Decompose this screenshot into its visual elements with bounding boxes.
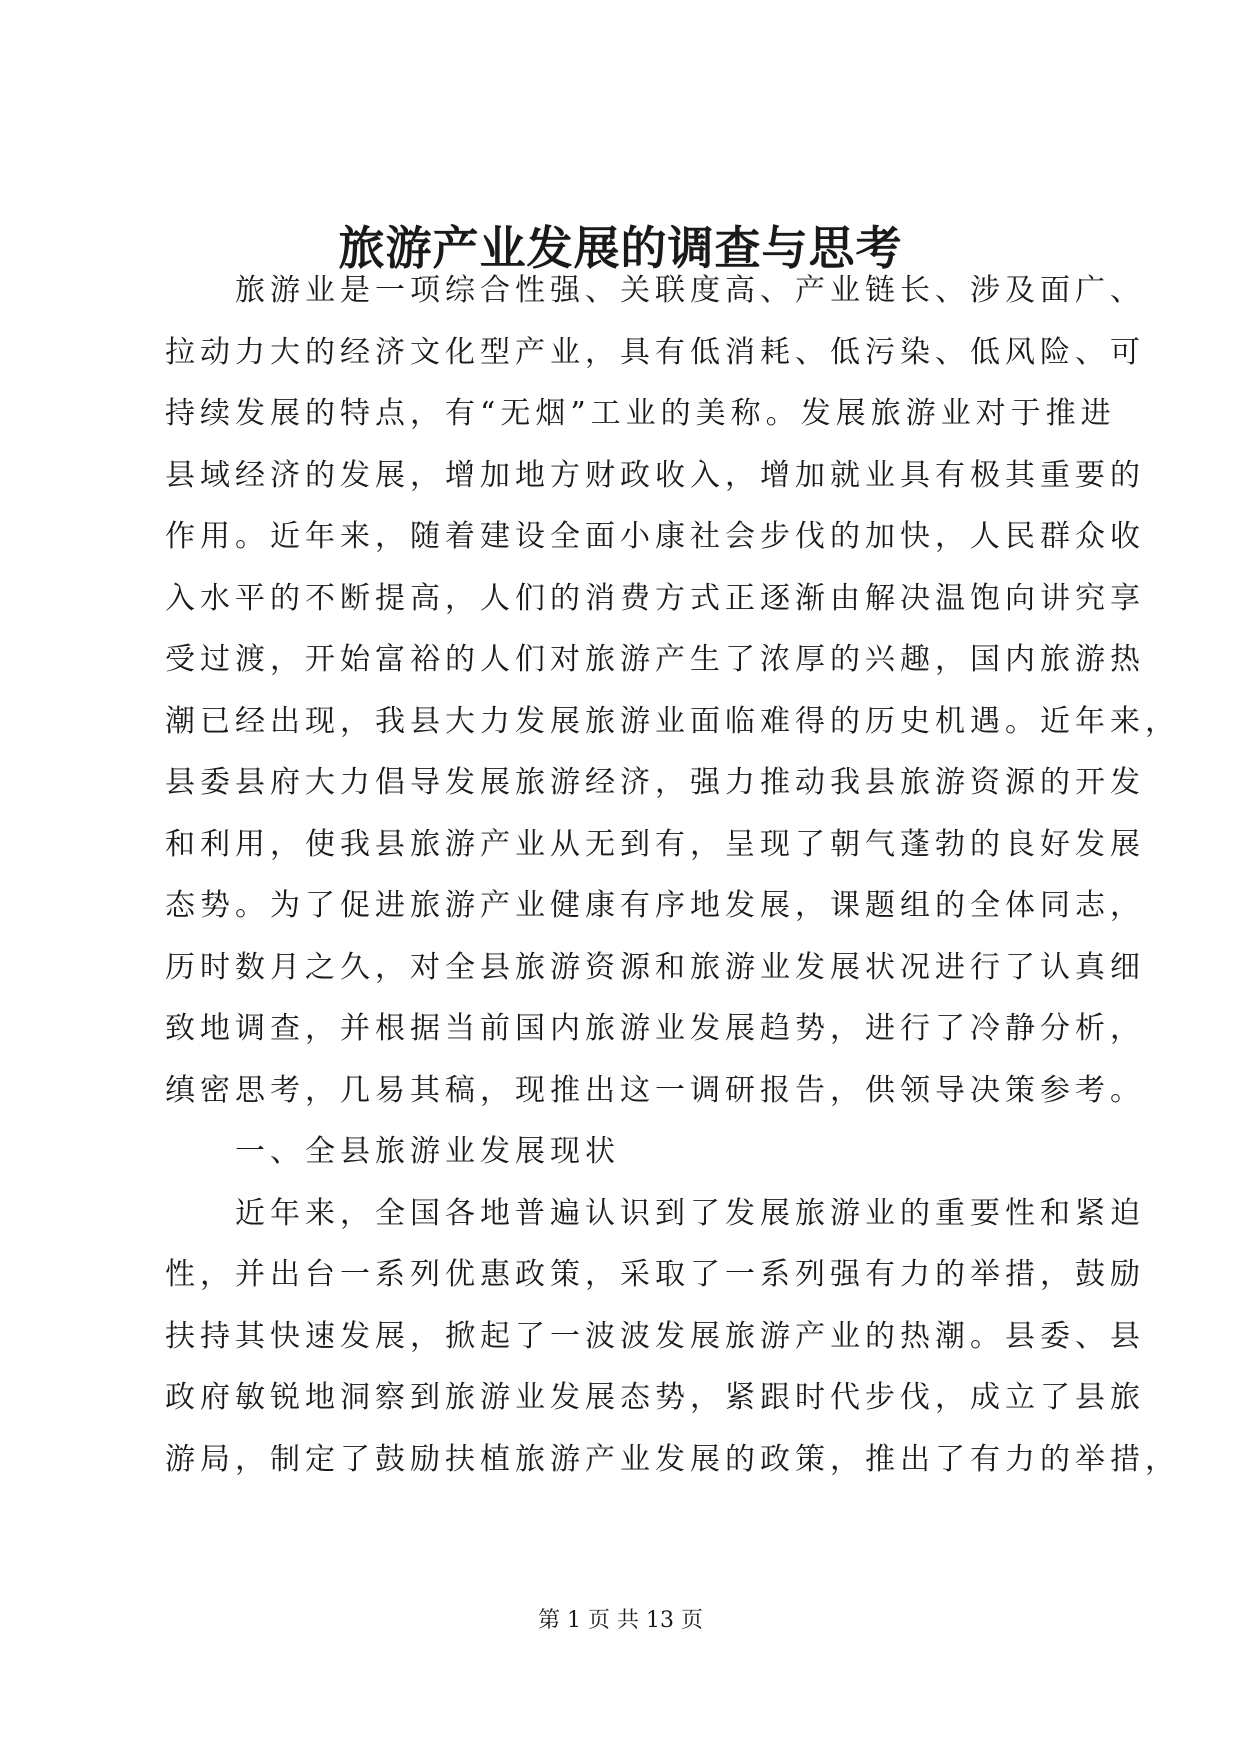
section-paragraph [165,1183,1180,1491]
paragraph-line: 受过渡，开始富裕的人们对旅游产生了浓厚的兴趣，国内旅游热 [165,642,1145,677]
paragraph-line: 作用。近年来，随着建设全面小康社会步伐的加快，人民群众收 [165,519,1145,554]
paragraph-line: 态势。为了促进旅游产业健康有序地发展，课题组的全体同志， [165,888,1145,923]
paragraph-line: 缜密思考，几易其稿，现推出这一调研报告，供领导决策参考。 [165,1072,1145,1108]
paragraph-line: 拉动力大的经济文化型产业，具有低消耗、低污染、低风险、可 [165,334,1145,370]
page-footer: 第 1 页 共 13 页 [538,1608,703,1633]
paragraph-line: 近年来，全国各地普遍认识到了发展旅游业的重要性和紧迫 [235,1195,1145,1231]
paragraph-line: 县委县府大力倡导发展旅游经济，强力推动我县旅游资源的开发 [165,765,1145,800]
paragraph-line: 政府敏锐地洞察到旅游业发展态势，紧跟时代步伐，成立了县旅 [165,1380,1145,1415]
paragraph-line: 扶持其快速发展，掀起了一波波发展旅游产业的热潮。县委、县 [165,1318,1145,1354]
paragraph-line: 游局，制定了鼓励扶植旅游产业发展的政策，推出了有力的举措， [165,1441,1180,1477]
section-heading: 一、全县旅游业发展现状 [235,1134,620,1169]
paragraph-line: 入水平的不断提高，人们的消费方式正逐渐由解决温饱向讲究享 [165,580,1145,616]
document-body [165,260,1180,1490]
intro-paragraph [165,260,1180,1121]
paragraph-line: 性，并出台一系列优惠政策，采取了一系列强有力的举措，鼓励 [165,1257,1145,1292]
paragraph-line: 和利用，使我县旅游产业从无到有，呈现了朝气蓬勃的良好发展 [165,826,1145,862]
document-title: 旅游产业发展的调查与思考 [338,221,903,275]
paragraph-line: 持续发展的特点，有“无烟”工业的美称。发展旅游业对于推进 [165,396,1116,431]
paragraph-line: 历时数月之久，对全县旅游资源和旅游业发展状况进行了认真细 [165,949,1145,985]
paragraph-line: 潮已经出现，我县大力发展旅游业面临难得的历史机遇。近年来， [165,703,1180,739]
paragraph-line: 致地调查，并根据当前国内旅游业发展趋势，进行了冷静分析， [165,1011,1145,1046]
paragraph-line: 县域经济的发展，增加地方财政收入，增加就业具有极其重要的 [165,457,1145,493]
paragraph-line: 旅游业是一项综合性强、关联度高、产业链长、涉及面广、 [235,273,1145,308]
